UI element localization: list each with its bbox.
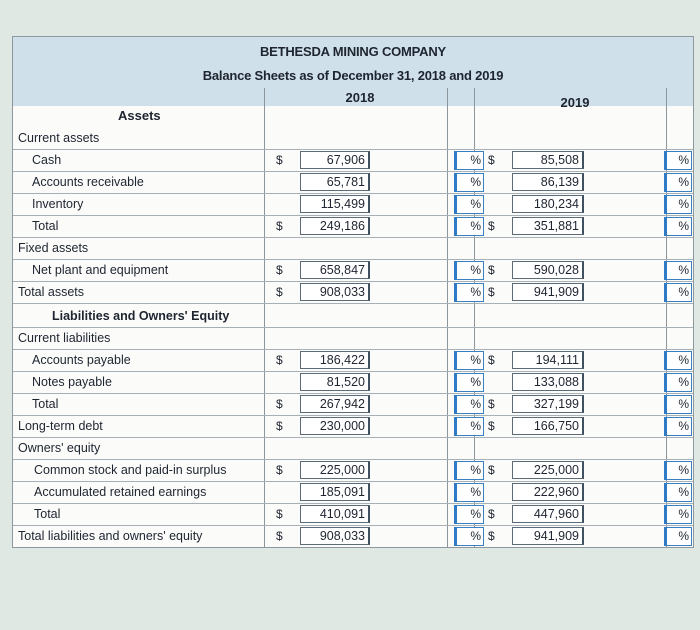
row-label: Owners' equity	[18, 441, 101, 455]
value-2018: 65,781	[300, 173, 370, 191]
table-row	[12, 416, 694, 438]
dollar-sign-2018: $	[276, 463, 283, 477]
value-2019: 86,139	[512, 173, 584, 191]
percent-input-2019[interactable]: %	[664, 261, 692, 280]
table-row	[12, 238, 694, 260]
table-row	[12, 394, 694, 416]
percent-input-2018[interactable]: %	[454, 151, 484, 170]
row-label: Total	[34, 507, 61, 521]
table-row	[12, 372, 694, 394]
value-2018: 115,499	[300, 195, 370, 213]
dollar-sign-2018: $	[276, 507, 283, 521]
percent-input-2018[interactable]: %	[454, 461, 484, 480]
dollar-sign-2019: $	[488, 529, 495, 543]
percent-input-2019[interactable]: %	[664, 527, 692, 546]
percent-input-2018[interactable]: %	[454, 195, 484, 214]
value-2019: 590,028	[512, 261, 584, 279]
sheet-subtitle: Balance Sheets as of December 31, 2018 and 2019	[202, 68, 504, 83]
assets-heading: Assets	[118, 108, 161, 123]
percent-input-2019[interactable]: %	[664, 395, 692, 414]
value-2018: 908,033	[300, 527, 370, 545]
dollar-sign-2019: $	[488, 353, 495, 367]
table-row	[12, 282, 694, 304]
value-2019: 327,199	[512, 395, 584, 413]
percent-input-2018[interactable]: %	[454, 483, 484, 502]
dollar-sign-2019: $	[488, 507, 495, 521]
row-label: Long-term debt	[18, 419, 103, 433]
dollar-sign-2019: $	[488, 397, 495, 411]
dollar-sign-2018: $	[276, 353, 283, 367]
table-row	[12, 526, 694, 548]
value-2018: 249,186	[300, 217, 370, 235]
table-row	[12, 504, 694, 526]
dollar-sign-2019: $	[488, 463, 495, 477]
percent-input-2018[interactable]: %	[454, 505, 484, 524]
value-2019: 166,750	[512, 417, 584, 435]
percent-input-2018[interactable]: %	[454, 417, 484, 436]
value-2019: 222,960	[512, 483, 584, 501]
percent-input-2018[interactable]: %	[454, 261, 484, 280]
dollar-sign-2019: $	[488, 419, 495, 433]
table-row	[12, 128, 694, 150]
row-label: Common stock and paid-in surplus	[34, 463, 227, 477]
row-label: Current assets	[18, 131, 100, 145]
year-2018-heading: 2018	[345, 90, 375, 105]
percent-input-2018[interactable]: %	[454, 395, 484, 414]
value-2018: 267,942	[300, 395, 370, 413]
value-2018: 67,906	[300, 151, 370, 169]
table-row	[12, 438, 694, 460]
table-row	[12, 306, 694, 328]
value-2018: 225,000	[300, 461, 370, 479]
row-label: Net plant and equipment	[32, 263, 169, 277]
dollar-sign-2018: $	[276, 153, 283, 167]
percent-input-2019[interactable]: %	[664, 373, 692, 392]
percent-input-2019[interactable]: %	[664, 483, 692, 502]
percent-input-2019[interactable]: %	[664, 461, 692, 480]
value-2019: 941,909	[512, 527, 584, 545]
table-row	[12, 172, 694, 194]
value-2019: 180,234	[512, 195, 584, 213]
table-row	[12, 350, 694, 372]
table-row	[12, 216, 694, 238]
dollar-sign-2019: $	[488, 285, 495, 299]
percent-input-2018[interactable]: %	[454, 373, 484, 392]
value-2018: 230,000	[300, 417, 370, 435]
value-2018: 185,091	[300, 483, 370, 501]
dollar-sign-2019: $	[488, 153, 495, 167]
value-2019: 447,960	[512, 505, 584, 523]
percent-input-2019[interactable]: %	[664, 151, 692, 170]
table-row	[12, 150, 694, 172]
row-label: Total liabilities and owners' equity	[18, 529, 203, 543]
row-label: Accumulated retained earnings	[34, 485, 207, 499]
row-label: Accounts payable	[32, 353, 131, 367]
value-2018: 186,422	[300, 351, 370, 369]
value-2019: 225,000	[512, 461, 584, 479]
dollar-sign-2018: $	[276, 285, 283, 299]
row-label: Total	[32, 397, 59, 411]
dollar-sign-2018: $	[276, 219, 283, 233]
percent-input-2019[interactable]: %	[664, 195, 692, 214]
row-label: Inventory	[32, 197, 84, 211]
dollar-sign-2019: $	[488, 263, 495, 277]
percent-input-2019[interactable]: %	[664, 351, 692, 370]
percent-input-2018[interactable]: %	[454, 217, 484, 236]
percent-input-2019[interactable]: %	[664, 417, 692, 436]
table-row	[12, 482, 694, 504]
row-label: Total	[32, 219, 59, 233]
percent-input-2018[interactable]: %	[454, 527, 484, 546]
row-label: Fixed assets	[18, 241, 89, 255]
table-row	[12, 194, 694, 216]
row-label: Current liabilities	[18, 331, 111, 345]
value-2019: 941,909	[512, 283, 584, 301]
value-2018: 81,520	[300, 373, 370, 391]
percent-input-2019[interactable]: %	[664, 217, 692, 236]
percent-input-2019[interactable]: %	[664, 283, 692, 302]
row-label: Cash	[32, 153, 62, 167]
value-2019: 133,088	[512, 373, 584, 391]
percent-input-2018[interactable]: %	[454, 351, 484, 370]
row-label: Liabilities and Owners' Equity	[52, 309, 230, 323]
dollar-sign-2018: $	[276, 263, 283, 277]
dollar-sign-2019: $	[488, 219, 495, 233]
percent-input-2019[interactable]: %	[664, 505, 692, 524]
value-2019: 351,881	[512, 217, 584, 235]
dollar-sign-2018: $	[276, 419, 283, 433]
row-label: Accounts receivable	[32, 175, 144, 189]
percent-input-2018[interactable]: %	[454, 283, 484, 302]
value-2018: 410,091	[300, 505, 370, 523]
table-row	[12, 460, 694, 482]
table-row	[12, 260, 694, 282]
row-label: Total assets	[18, 285, 85, 299]
percent-input-2018[interactable]: %	[454, 173, 484, 192]
dollar-sign-2018: $	[276, 529, 283, 543]
percent-input-2019[interactable]: %	[664, 173, 692, 192]
company-name: BETHESDA MINING COMPANY	[259, 44, 447, 59]
value-2019: 85,508	[512, 151, 584, 169]
dollar-sign-2018: $	[276, 397, 283, 411]
value-2019: 194,111	[512, 351, 584, 369]
year-2019-heading: 2019	[560, 95, 590, 110]
value-2018: 908,033	[300, 283, 370, 301]
row-label: Notes payable	[32, 375, 112, 389]
value-2018: 658,847	[300, 261, 370, 279]
table-row	[12, 328, 694, 350]
